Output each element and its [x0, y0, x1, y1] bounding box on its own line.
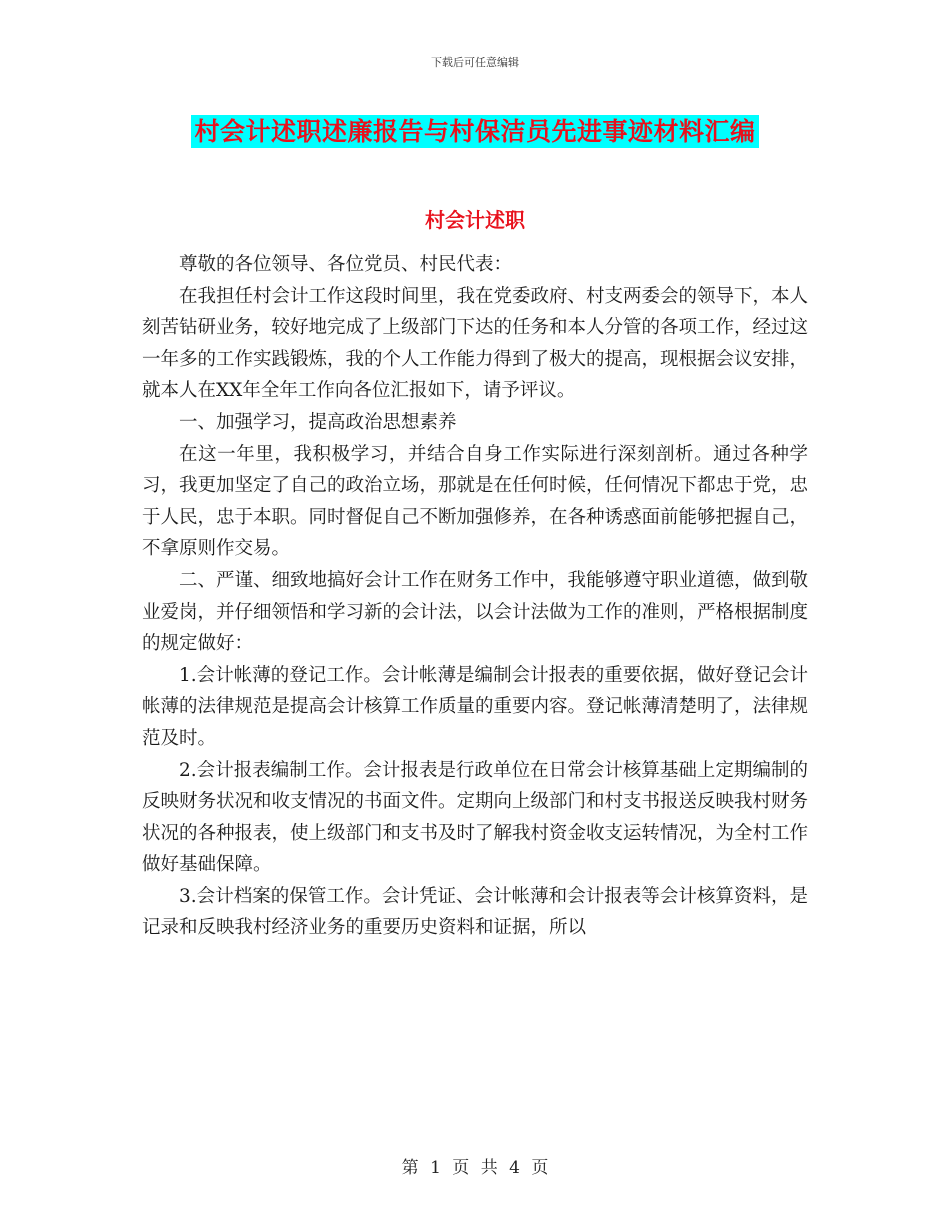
- heading-study: 一、加强学习，提高政治思想素养: [179, 411, 457, 433]
- page-number: 第 1 页 共 4 页: [401, 1158, 549, 1178]
- document-title: [0, 112, 950, 148]
- header-note: 下载后可任意编辑: [431, 56, 519, 69]
- body-text: [142, 249, 808, 944]
- document-title-text: 村会计述职述廉报告与村保洁员先进事迹材料汇编: [191, 115, 758, 148]
- paragraph-study: 在这一年里，我积极学习，并结合自身工作实际进行深刻剖析。通过各种学习，我更加坚定了自己的政治立场，那就是在任何时候，任何情况下都忠于党，忠于人民，忠于本职。同时督促自己不断加强修养，在各种诱惑面前能够把握自己，不拿原则作交易。: [142, 443, 809, 560]
- heading-accounting: 二、严谨、细致地搞好会计工作在财务工作中，我能够遵守职业道德，做到敬业爱岗，并仔细领悟和学习新的会计法，以会计法做为工作的准则，严格根据制度的规定做好：: [142, 569, 809, 655]
- paragraph-ledger: 1.会计帐薄的登记工作。会计帐薄是编制会计报表的重要依据，做好登记会计帐薄的法律规范是提高会计核算工作质量的重要内容。登记帐薄清楚明了，法律规范及时。: [142, 664, 809, 749]
- paragraph-reports: 2.会计报表编制工作。会计报表是行政单位在日常会计核算基础上定期编制的反映财务状况和收支情况的书面文件。定期向上级部门和村支书报送反映我村财务状况的各种报表，使上级部门和支书及时了解我村资金收支运转情况，为全村工作做好基础保障。: [142, 759, 809, 876]
- paragraph-salutation: 尊敬的各位领导、各位党员、村民代表：: [179, 254, 513, 275]
- section-title: 村会计述职: [425, 208, 525, 232]
- paragraph-archives: 3.会计档案的保管工作。会计凭证、会计帐薄和会计报表等会计核算资料，是记录和反映我村经济业务的重要历史资料和证据，所以: [142, 885, 808, 939]
- paragraph-intro: 在我担任村会计工作这段时间里，我在党委政府、村支两委会的领导下，本人刻苦钻研业务，较好地完成了上级部门下达的任务和本人分管的各项工作，经过这一年多的工作实践锻炼，我的个人工作能力得到了极大的提高，现根据会议安排，就本人在XX年全年工作向各位汇报如下，请予评议。: [142, 285, 809, 402]
